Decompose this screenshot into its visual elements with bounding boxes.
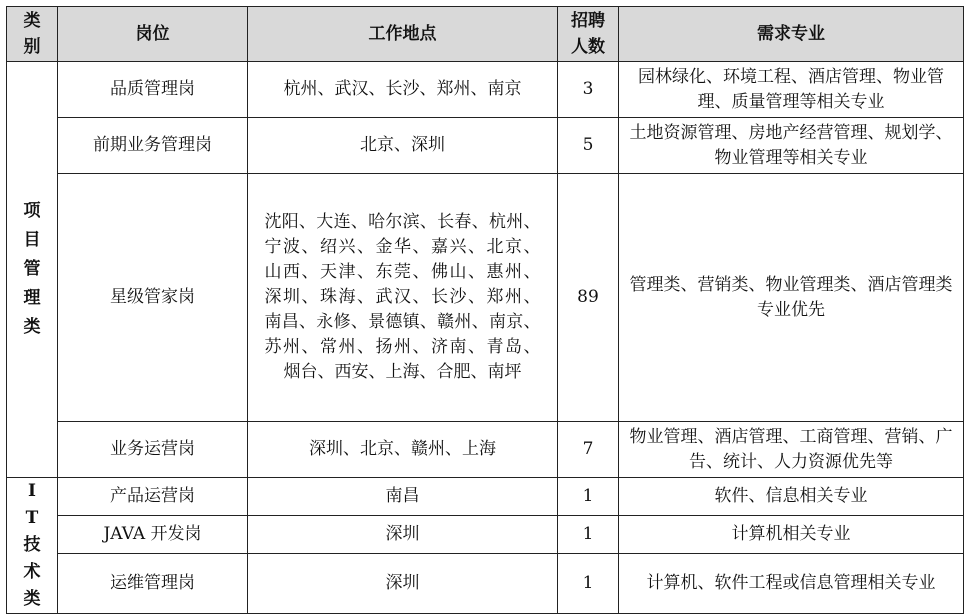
location-line: 南昌、永修、景德镇、赣州、南京、 (264, 312, 541, 332)
headcount-cell: 7 (558, 422, 619, 478)
location-lines (265, 210, 541, 385)
major-cell: 土地资源管理、房地产经营管理、规划学、物业管理等相关专业 (619, 118, 964, 174)
position-cell: 星级管家岗 (58, 174, 248, 422)
major-cell: 计算机、软件工程或信息管理相关专业 (619, 554, 964, 614)
position-cell: 产品运营岗 (58, 478, 248, 516)
location-line: 山西、天津、东莞、佛山、惠州、 (264, 262, 541, 282)
location-cell: 北京、深圳 (248, 118, 558, 174)
position-cell: 前期业务管理岗 (58, 118, 248, 174)
major-cell: 计算机相关专业 (619, 516, 964, 554)
header-category: 类别 (7, 7, 58, 62)
location-cell: 深圳 (248, 554, 558, 614)
position-cell: 业务运营岗 (58, 422, 248, 478)
table-row (7, 554, 964, 614)
location-line: 深圳、珠海、武汉、长沙、郑州、 (264, 287, 541, 307)
table-row (7, 422, 964, 478)
table-row (7, 62, 964, 118)
headcount-cell: 1 (558, 516, 619, 554)
location-line: 沈阳、大连、哈尔滨、长春、杭州、 (264, 212, 541, 232)
location-cell: 深圳 (248, 516, 558, 554)
header-location: 工作地点 (248, 7, 558, 62)
location-cell: 南昌 (248, 478, 558, 516)
headcount-cell: 89 (558, 174, 619, 422)
location-cell: 杭州、武汉、长沙、郑州、南京 (248, 62, 558, 118)
major-cell: 管理类、营销类、物业管理类、酒店管理类专业优先 (619, 174, 964, 422)
header-major: 需求专业 (619, 7, 964, 62)
location-cell (248, 174, 558, 422)
location-line: 宁波、绍兴、金华、嘉兴、北京、 (264, 237, 541, 257)
position-cell: 品质管理岗 (58, 62, 248, 118)
header-position: 岗位 (58, 7, 248, 62)
major-cell: 园林绿化、环境工程、酒店管理、物业管理、质量管理等相关专业 (619, 62, 964, 118)
location-line: 烟台、西安、上海、合肥、南坪 (283, 362, 522, 382)
headcount-cell: 5 (558, 118, 619, 174)
table-row (7, 118, 964, 174)
major-cell: 物业管理、酒店管理、工商管理、营销、广告、统计、人力资源优先等 (619, 422, 964, 478)
headcount-cell: 3 (558, 62, 619, 118)
headcount-cell: 1 (558, 478, 619, 516)
table-header-row (7, 7, 964, 62)
table-row (7, 516, 964, 554)
location-cell: 深圳、北京、赣州、上海 (248, 422, 558, 478)
table-row (7, 174, 964, 422)
major-cell: 软件、信息相关专业 (619, 478, 964, 516)
category-label: IT技术类 (23, 481, 41, 609)
position-cell: JAVA 开发岗 (58, 516, 248, 554)
table-row (7, 478, 964, 516)
header-headcount: 招聘人数 (558, 7, 619, 62)
headcount-cell: 1 (558, 554, 619, 614)
position-cell: 运维管理岗 (58, 554, 248, 614)
category-cell (7, 62, 58, 478)
category-cell (7, 478, 58, 614)
location-line: 苏州、常州、扬州、济南、青岛、 (264, 337, 541, 357)
category-label: 项目管理类 (23, 201, 41, 337)
recruitment-table (6, 6, 964, 614)
